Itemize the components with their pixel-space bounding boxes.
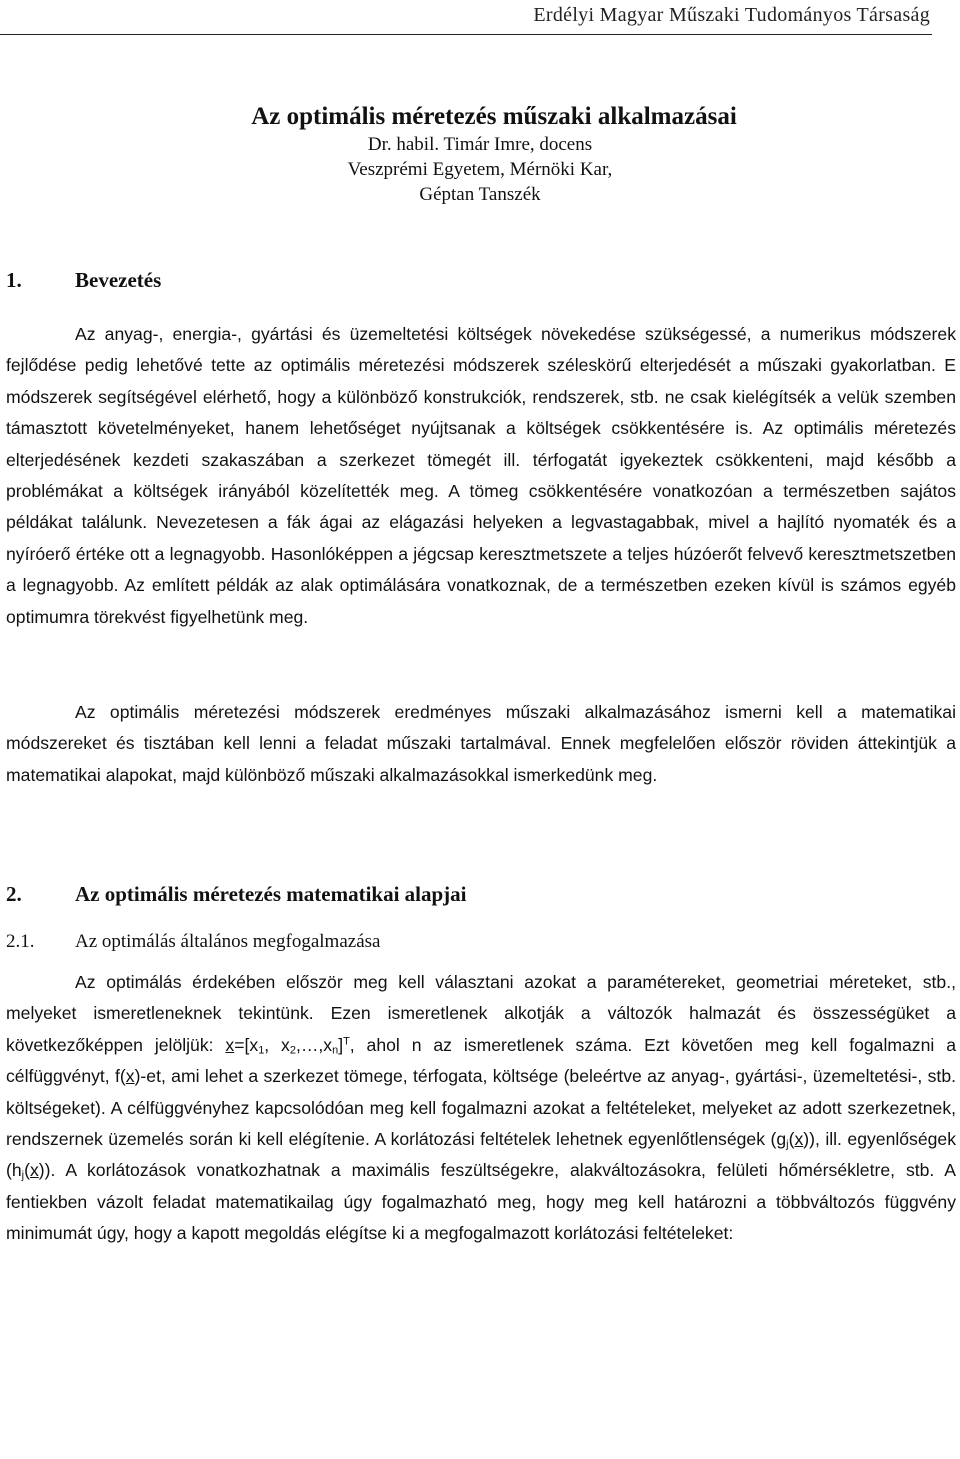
section-2-1-heading	[6, 929, 380, 955]
author-affiliation: Veszprémi Egyetem, Mérnöki Kar,	[347, 159, 613, 180]
text-run: (	[24, 1160, 30, 1181]
text-run: ]	[338, 1034, 344, 1055]
text-run: , ahol n az ismeretlenek száma. Ezt követően meg kell fogalmazni a célfüggvényt, f(	[6, 1034, 956, 1087]
vector-x: x	[794, 1129, 804, 1150]
section-title: Bevezetés	[75, 268, 162, 292]
running-header: Erdélyi Magyar Műszaki Tudományos Társaság	[533, 4, 930, 26]
document-title: Az optimális méretezés műszaki alkalmazásai	[251, 103, 737, 130]
text-run: )). A korlátozások vonatkozhatnak a maximális feszültségekre, alakváltozásokra, felületi hőmérsékletre, stb. A fentiekben vázolt feladat matematikailag úgy fogalmazható meg, hogy meg kell határozni a többváltozós függvény minimumát úgy, hogy a kapott megoldás elégítse ki a megfogalmazott korlátozási feltételeket:	[6, 1160, 956, 1244]
subsection-title: Az optimálás általános megfogalmazása	[75, 931, 381, 952]
superscript: T	[343, 1035, 350, 1048]
text-run: , x	[264, 1034, 290, 1055]
section-number: 2.	[6, 882, 22, 906]
section-number: 1.	[6, 268, 22, 292]
subscript: j	[21, 1170, 25, 1183]
text-run: ,…,x	[295, 1034, 333, 1055]
text-run: =[x	[234, 1034, 259, 1055]
section-1-paragraph-1: Az anyag-, energia-, gyártási és üzemeltetési költségek növekedése szükségessé, a numerikus módszerek fejlődése pedig lehetővé tette az optimális méretezési módszerek széleskörű elterjedését a műszaki gyakorlatban. E módszerek segítségével elérhető, hogy a különböző konstrukciók, rendszerek, stb. ne csak kielégítsék a velük szemben támasztott követelményeket, hanem lehetőséget nyújtsanak a költségek csökkentésére is. Az optimális méretezés elterjedésének kezdeti szakaszában a szerkezet tömegét ill. térfogatát igyekeztek csökkenteni, majd később a problémákat a költségek irányából közelítették meg. A tömeg csökkentésére vonatkozóan a természetben sajátos példákat találunk. Nevezetesen a fák ágai az elágazási helyeken a legvastagabbak, mivel a hajlító nyomaték és a nyíróerő értéke ott a legnagyobb. Hasonlóképpen a jégcsap keresztmetszete a teljes húzóerőt felvevő keresztmetszetben a legnagyobb. Az említett példák az alak optimálására vonatkoznak, de a természetben ezeken kívül is számos egyéb optimumra törekvést figyelhetünk meg.	[6, 324, 956, 627]
text-run: )), ill. egyenlőségek (h	[6, 1129, 956, 1181]
vector-x: x	[29, 1160, 39, 1181]
subscript: n	[332, 1044, 339, 1057]
vector-x: x	[125, 1066, 135, 1087]
text-run: )-et, ami lehet a szerkezet tömege, térfogata, költsége (beleértve az anyag-, gyártási-, üzemeltetési-, stb. költségeket). A célfüggvényhez kapcsolódóan meg kell fogalmazni azokat a feltételeket, melyeket az adott szerkezetnek, rendszernek üzemelés során ki kell elégítenie. A korlátozási feltételek lehetnek egyenlőtlenségek (g	[6, 1066, 956, 1150]
author-name: Dr. habil. Timár Imre, docens	[367, 134, 593, 155]
title-block	[0, 102, 960, 207]
section-2-1-paragraph	[6, 967, 956, 1250]
author-department: Géptan Tanszék	[419, 184, 541, 205]
section-1-paragraph-2: Az optimális méretezési módszerek eredményes műszaki alkalmazásához ismerni kell a matematikai módszereket és tisztában kell lenni a feladat műszaki tartalmával. Ennek megfelelően először röviden áttekintjük a matematikai alapokat, majd különböző műszaki alkalmazásokkal ismerkedünk meg.	[6, 702, 956, 785]
section-title: Az optimális méretezés matematikai alapjai	[75, 882, 467, 906]
text-run: Az optimálás érdekében először meg kell választani azokat a paramétereket, geometriai méreteket, stb., melyeket ismeretleneknek tekintünk. Ezen ismeretlenek alkotják a változók halmazát és összességüket a következőképpen jelöljük:	[6, 972, 956, 1055]
subscript: 2	[289, 1044, 296, 1057]
subsection-number: 2.1.	[6, 931, 35, 952]
section-1-heading	[6, 266, 161, 294]
subscript: 1	[258, 1044, 265, 1057]
vector-x: x	[225, 1034, 235, 1055]
header-rule	[0, 34, 932, 35]
subscript: j	[786, 1138, 789, 1151]
text-run: (	[788, 1129, 795, 1150]
section-2-heading	[6, 880, 467, 908]
